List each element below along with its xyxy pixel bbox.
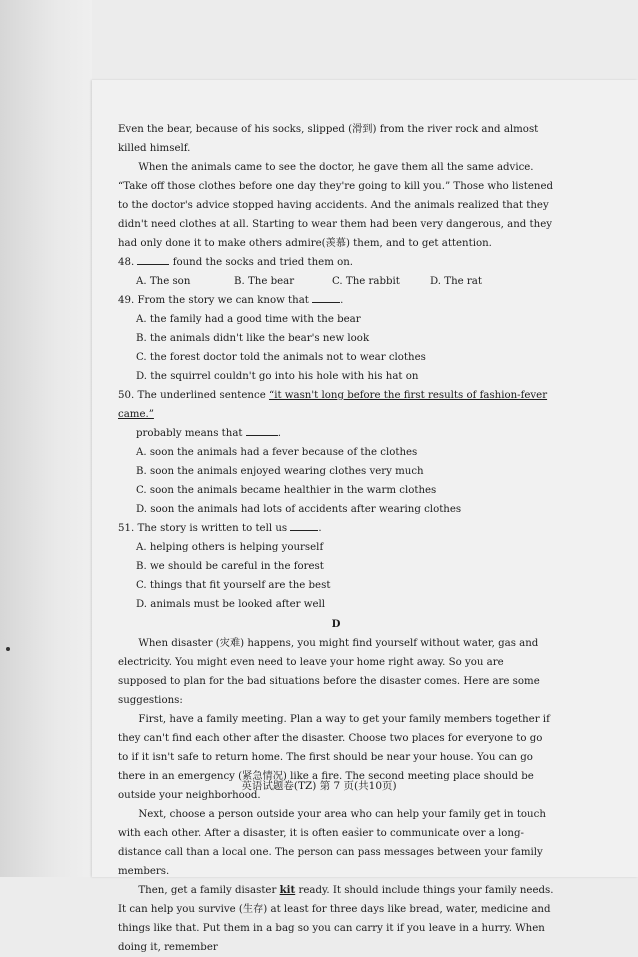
question-48 [118, 253, 554, 272]
page-content [118, 120, 554, 957]
question-stem: probably means that [136, 428, 243, 439]
option-c: C. The rabbit [332, 276, 400, 287]
answer-blank [312, 291, 340, 303]
question-end: . [318, 523, 322, 534]
question-stem: From the story we can know that [137, 295, 309, 306]
option-b: B. The bear [234, 276, 295, 287]
question-number: 48. [118, 257, 135, 268]
answer-blank [137, 253, 169, 265]
question-number: 49. [118, 295, 135, 306]
question-end: . [340, 295, 344, 306]
question-number: 51. [118, 523, 135, 534]
option-b: B. the animals didn't like the bear's new look [136, 333, 370, 344]
page-footer: 英语试题卷(TZ) 第 7 页(共10页) [241, 780, 397, 792]
underlined-sentence: “it wasn't long before the first results of fashion-fever came.” [118, 390, 548, 420]
question-50-line2 [118, 424, 554, 443]
question-48-options [118, 272, 554, 291]
option-d: D. animals must be looked after well [136, 599, 326, 610]
question-50 [118, 386, 554, 424]
option-d: D. the squirrel couldn't go into his hole with his hat on [136, 371, 419, 382]
question-49 [118, 291, 554, 310]
stray-mark: ˎ [356, 820, 359, 830]
passage-d-paragraph-1: When disaster (灾难) happens, you might find yourself without water, gas and electricity. You might even need to leave your home right away. So you are supposed to plan for the bad situations before the disaster comes. Here are some suggestions: [118, 638, 540, 706]
paragraph-bear: Even the bear, because of his socks, slipped (滑到) from the river rock and almost killed himself. [118, 124, 539, 154]
paragraph-doctor: When the animals came to see the doctor, he gave them all the same advice. “Take off those clothes before one day they're going to kill you.” Those who listened to the doctor's advice stopped having accidents. And the animals realized that they didn't need clothes at all. Starting to wear them had been very dangerous, and they had only done it to make others admire(羡慕) them, and to get attention. [118, 162, 554, 249]
answer-blank [290, 519, 318, 531]
paragraph-text: Then, get a family disaster [138, 885, 277, 896]
answer-blank [246, 424, 278, 436]
option-b: B. soon the animals enjoyed wearing clothes very much [136, 466, 424, 477]
option-a: A. soon the animals had a fever because of the clothes [136, 447, 418, 458]
option-c: C. the forest doctor told the animals not to wear clothes [136, 352, 426, 363]
option-a: A. The son [136, 276, 191, 287]
question-end: . [277, 428, 282, 439]
question-stem: The story is written to tell us [137, 523, 288, 534]
question-stem: The underlined sentence [137, 390, 266, 401]
option-b: B. we should be careful in the forest [136, 561, 324, 572]
question-51 [118, 519, 554, 538]
option-a: A. helping others is helping yourself [136, 542, 324, 553]
question-number: 50. [118, 390, 135, 401]
question-stem: found the socks and tried them on. [172, 257, 354, 268]
passage-d-paragraph-2: First, have a family meeting. Plan a way to get your family members together if they can't find each other after the disaster. Choose two places for everyone to go to if it isn't safe to return home. The first should be near your house. You can go there in an emergency (紧急情况) like a fire. The second meeting place should be outside your neighborhood. [118, 714, 550, 801]
option-d: D. The rat [430, 276, 482, 287]
paragraph-text: ready. It should include things your family needs. It can help you survive (生存) at least for three days like bread, water, medicine and things like that. Put them in a bag so you can carry it if you leave in a hurry. When doing it, remember [118, 885, 554, 953]
passage-d-paragraph-4 [118, 881, 554, 957]
option-c: C. soon the animals became healthier in the warm clothes [136, 485, 437, 496]
option-a: A. the family had a good time with the bear [136, 314, 361, 325]
passage-d-paragraph-3: Next, choose a person outside your area who can help your family get in touch with each other. After a disaster, it is often easier to communicate over a long-distance call than a local one. The person can pass messages between your family members. [118, 809, 546, 877]
option-d: D. soon the animals had lots of accidents after wearing clothes [136, 504, 462, 515]
scan-background-edge [0, 0, 92, 877]
option-c: C. things that fit yourself are the best [136, 580, 331, 591]
bold-word-kit: kit [279, 884, 296, 896]
section-heading-d: D [331, 618, 341, 630]
scan-dot [6, 647, 10, 651]
